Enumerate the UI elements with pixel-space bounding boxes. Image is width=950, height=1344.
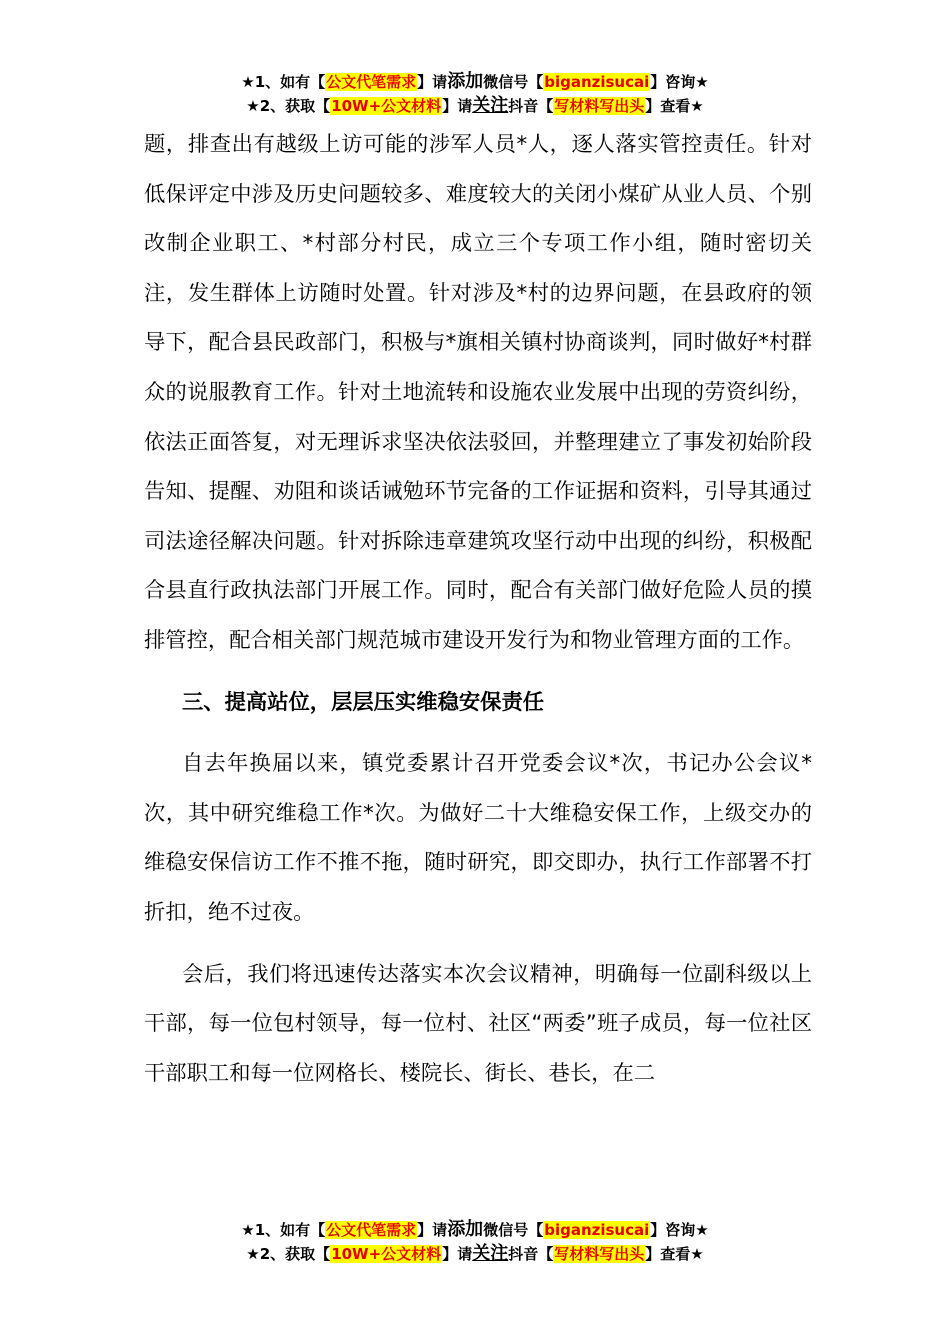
document-body bbox=[144, 120, 812, 1098]
banner-text: 抖音【 bbox=[508, 1245, 554, 1263]
paragraph: 自去年换届以来，镇党委累计召开党委会议*次，书记办公会议*次，其中研究维稳工作*次。为做好二十大维稳安保工作，上级交办的维稳安保信访工作不推不拖，随时研究，即交即办，执行工作部署不打折扣，绝不过夜。 bbox=[144, 751, 812, 925]
banner-text: 】请 bbox=[417, 73, 448, 91]
paragraph: 会后，我们将迅速传达落实本次会议精神，明确每一位副科级以上干部，每一位包村领导，每一位村、社区“两委”班子成员，每一位社区干部职工和每一位网格长、楼院长、街长、巷长，在二 bbox=[144, 961, 812, 1086]
paragraph: 题，排查出有越级上访可能的涉军人员*人，逐人落实管控责任。针对低保评定中涉及历史问题较多、难度较大的关闭小煤矿从业人员、个别改制企业职工、*村部分村民，成立三个专项工作小组，随时密切关注，发生群体上访随时处置。针对涉及*村的边界问题，在县政府的领导下，配合县民政部门，积极与*旗相关镇村协商谈判，同时做好*村群众的说服教育工作。针对土地流转和设施农业发展中出现的劳资纠纷，依法正面答复，对无理诉求坚决依法驳回，并整理建立了事发初始阶段告知、提醒、劝阻和谈话诫勉环节完备的工作证据和资料，引导其通过司法途径解决问题。针对拆除违章建筑攻坚行动中出现的纠纷，积极配合县直行政执法部门开展工作。同时，配合有关部门做好危险人员的摸排管控，配合相关部门规范城市建设开发行为和物业管理方面的工作。 bbox=[144, 132, 812, 653]
footer-banner bbox=[0, 1218, 950, 1266]
star-icon: ★ bbox=[246, 1245, 260, 1263]
highlight-text: 10W+公文材料 bbox=[331, 97, 442, 115]
banner-text: 1、如有【 bbox=[254, 1221, 326, 1239]
banner-text: 2、获取【 bbox=[259, 97, 331, 115]
banner-text: 】请 bbox=[442, 1245, 473, 1263]
banner-text: 2、获取【 bbox=[259, 1245, 331, 1263]
banner-text: 】请 bbox=[442, 97, 473, 115]
banner-text: 】咨询★ bbox=[650, 73, 709, 91]
star-icon: ★ bbox=[246, 97, 260, 115]
section-heading: 三、提高站位，层层压实维稳安保责任 bbox=[182, 689, 545, 715]
highlight-wechat-id: biganzisucai bbox=[544, 73, 650, 91]
banner-emphasis: 添加 bbox=[447, 1219, 484, 1240]
star-icon: ★ bbox=[241, 73, 255, 91]
highlight-text: 公文代笔需求 bbox=[326, 1221, 417, 1239]
highlight-text: 公文代笔需求 bbox=[326, 73, 417, 91]
banner-emphasis: 关注 bbox=[472, 95, 509, 116]
banner-text: 】请 bbox=[417, 1221, 448, 1239]
banner-line-2 bbox=[0, 1242, 950, 1266]
highlight-account: 写材料写出头 bbox=[554, 97, 645, 115]
banner-line-2 bbox=[0, 94, 950, 118]
banner-emphasis: 关注 bbox=[472, 1243, 509, 1264]
banner-text: 微信号【 bbox=[483, 73, 544, 91]
header-banner bbox=[0, 70, 950, 118]
highlight-text: 10W+公文材料 bbox=[331, 1245, 442, 1263]
banner-text: 1、如有【 bbox=[254, 73, 326, 91]
banner-text: 】查看★ bbox=[645, 1245, 704, 1263]
banner-text: 】咨询★ bbox=[650, 1221, 709, 1239]
banner-line-1 bbox=[0, 1218, 950, 1242]
star-icon: ★ bbox=[241, 1221, 255, 1239]
banner-text: 微信号【 bbox=[483, 1221, 544, 1239]
highlight-wechat-id: biganzisucai bbox=[544, 1221, 650, 1239]
banner-line-1 bbox=[0, 70, 950, 94]
banner-text: 抖音【 bbox=[508, 97, 554, 115]
highlight-account: 写材料写出头 bbox=[554, 1245, 645, 1263]
banner-text: 】查看★ bbox=[645, 97, 704, 115]
banner-emphasis: 添加 bbox=[447, 71, 484, 92]
